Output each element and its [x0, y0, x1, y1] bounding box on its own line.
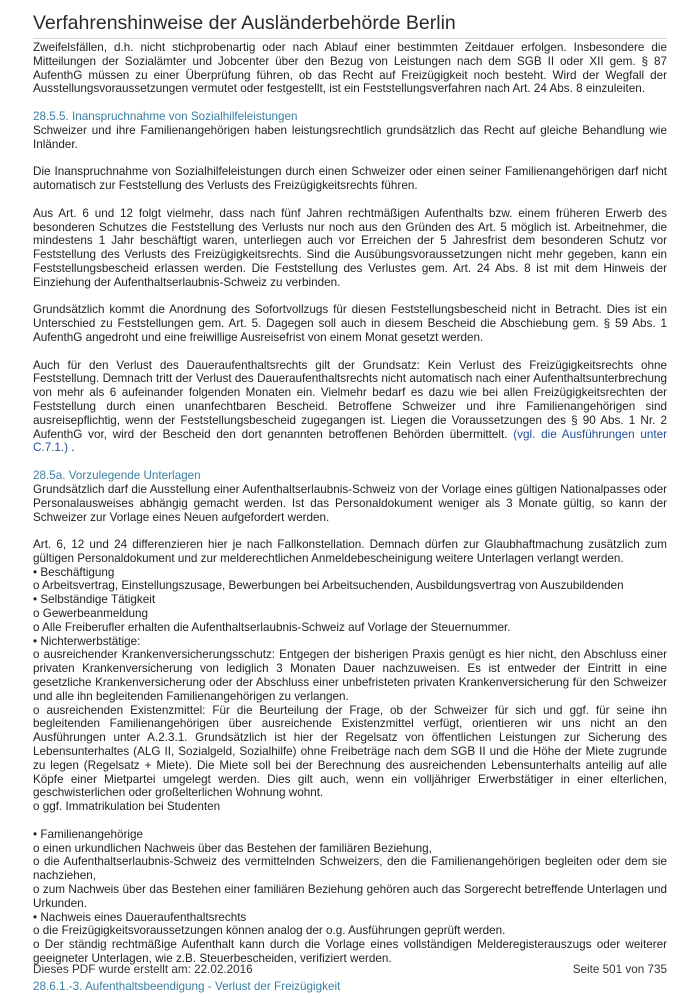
paragraph: Grundsätzlich kommt die Anordnung des Sofortvollzugs für diesen Feststellungsbescheid nicht in Betracht. Dies ist ein Unterschied zu Feststellungen gem. Art. 5. Dagegen soll auch in diesem Bescheid die Abschiebung gem. § 59 Abs. 1 AufenthG angedroht und eine freiwillige Ausreisefrist von einem Monat gesetzt werden. — [33, 303, 667, 344]
paragraph: Grundsätzlich darf die Ausstellung einer Aufenthaltserlaubnis-Schweiz von der Vorlage eines gültigen Nationalpasses oder Personalausweises abhängig gemacht werden. Ist das Personaldokument weniger als 3 Monate gültig, so kann der Schweizer zur Vorlage eines Neuen aufgefordert werden. — [33, 482, 667, 524]
paragraph: Aus Art. 6 und 12 folgt vielmehr, dass nach fünf Jahren rechtmäßigen Aufenthalts bzw. einem früheren Erwerb des besonderen Schutzes die Feststellung des Verlusts nur noch aus den Gründen des Art. 5 möglich ist. Arbeitnehmer, die mindestens 1 Jahr beschäftigt waren, unterliegen auch vor Erreichen der 5 Jahresfrist dem besonderen Schutz vor Feststellung des Verlusts des Freizügigkeitsrechts. Sind die Ausübungsvoraussetzungen nicht mehr gegeben, kann ein Feststellungsbescheid erlassen werden. Die Feststellung des Verlustes gem. Art. 24 Abs. 8 ist mit dem Hinweis der Einziehung der Aufenthaltserlaubnis-Schweiz zu verbinden. — [33, 206, 667, 289]
list-item: • Nachweis eines Daueraufenthaltsrechts — [33, 910, 247, 924]
list-item: o ausreichenden Existenzmittel: Für die Beurteilung der Frage, ob der Schweizer für sich und ggf. für seine ihn begleitenden Familienangehörigen über ausreichende Existenzmittel verfügt, orientieren wir uns nicht an den Ausführungen unter A.2.3.1. Grundsätzlich ist hier der Regelsatz von öffentlichen Leistungen zur Sicherung des Lebensunterhaltes (ALG II, Sozialgeld, Sozialhilfe) ohne Freibeträge nach dem SGB II und die Höhe der Miete zugrunde zu legen (Regelsatz + Miete). Die Miete soll bei der Berechnung des ausreichenden Lebensunterhalts anteilig auf alle Köpfe einer Mietpartei umgelegt werden. Dies gilt auch, wenn ein volljähriger Erwerbstätiger in einer elterlichen, geschwisterlichen oder großelterlichen Wohnung wohnt. — [33, 703, 667, 800]
cross-reference-link[interactable]: (vgl. die Ausführungen unter C.7.1.) — [33, 427, 667, 455]
list-item: o ausreichender Krankenversicherungsschutz: Entgegen der bisherigen Praxis genügt es hier nicht, den Abschluss einer privaten Krankenversicherung von lediglich 3 Monaten Dauer nachzuweisen. Es ist entweder der Eintritt in eine gesetzliche Krankenversicherung oder der Abschluss einer unbefristeten privaten Krankenversicherung für den Schweizer und alle ihn begleitenden Familienangehörigen zu verlangen. — [33, 648, 667, 703]
paragraph: Art. 6, 12 und 24 differenzieren hier je nach Fallkonstellation. Demnach dürfen zur Glaubhaftmachung zusätzlich zum gültigen Personaldokument und zur melderechtlichen Anmeldebescheinigung weitere Unterlagen verlangt werden. — [33, 538, 667, 565]
list-item: o Alle Freiberufler erhalten die Aufenthaltserlaubnis-Schweiz auf Vorlage der Steuernummer. — [33, 620, 511, 634]
list-item: • Familienangehörige — [33, 827, 143, 841]
section-heading-28-5a: 28.5a. Vorzulegende Unterlagen — [33, 469, 201, 483]
list-item: • Selbständige Tätigkeit — [33, 593, 156, 607]
paragraph: Schweizer und ihre Familienangehörigen haben leistungsrechtlich grundsätzlich das Recht auf gleiche Behandlung wie Inländer. — [33, 123, 667, 151]
list-item: o ggf. Immatrikulation bei Studenten — [33, 800, 221, 814]
paragraph-text: Auch für den Verlust des Daueraufenthaltsrechts gilt der Grundsatz: Kein Verlust des Freizügigkeitsrechts ohne Feststellung. Demnach tritt der Verlust des Daueraufenthaltsrechts nicht automatisch nach einer Aufenthaltsunterbrechung von mehr als 6 aufeinander folgenden Monaten ein. Vielmehr bedarf es dazu wie bei allen Freizügigkeitsrechten der Feststellung durch einen unanfechtbaren Bescheid. Betroffene Schweizer und ihre Familienangehörigen sind ausreisepflichtig, wenn der Feststellungsbescheid zugegangen ist. Liegen die Voraussetzungen des § 90 Abs. 1 Nr. 2 AufenthG vor, wird der Bescheid den dort genannten betroffenen Behörden übermittelt. — [33, 358, 667, 441]
list-item: o einen urkundlichen Nachweis über das Bestehen der familiären Beziehung, — [33, 841, 432, 855]
page-title: Verfahrenshinweise der Ausländerbehörde Berlin — [33, 12, 456, 34]
document-body — [33, 41, 667, 994]
list-item: o Der ständig rechtmäßige Aufenthalt kann durch die Vorlage eines vollständigen Melderegisterauszugs oder weiterer geeigneter Unterlagen, wie z.B. Steuerbescheiden, verifiziert werden. — [33, 938, 667, 965]
section-heading-28-6-1: 28.6.1.-3. Aufenthaltsbeendigung - Verlust der Freizügigkeit — [33, 979, 341, 993]
paragraph — [33, 359, 667, 456]
section-heading-28-5-5: 28.5.5. Inanspruchnahme von Sozialhilfeleistungen — [33, 110, 298, 124]
document-list — [33, 828, 667, 966]
paragraph: Die Inanspruchnahme von Sozialhilfeleistungen durch einen Schweizer oder einen seiner Familienangehörigen darf nicht automatisch zur Feststellung des Verlusts des Freizügigkeitsrechts führen. — [33, 165, 667, 193]
created-date: Dieses PDF wurde erstellt am: 22.02.2016 — [33, 963, 253, 976]
list-item: o Arbeitsvertrag, Einstellungszusage, Bewerbungen bei Arbeitsuchenden, Ausbildungsvertrag von Auszubildenden — [33, 579, 624, 593]
page-number: Seite 501 von 735 — [572, 963, 667, 976]
paragraph-end: . — [71, 441, 75, 455]
list-item: o Gewerbeanmeldung — [33, 607, 149, 621]
list-item: o die Aufenthaltserlaubnis-Schweiz des vermittelnden Schweizers, den die Familienangehörigen begleiten oder dem sie nachziehen, — [33, 855, 667, 883]
list-item: o zum Nachweis über das Bestehen einer familiären Beziehung gehören auch das Sorgerecht betreffende Unterlagen und Urkunden. — [33, 883, 667, 910]
list-item: o die Freizügigkeitsvoraussetzungen können analog der o.g. Ausführungen geprüft werden. — [33, 924, 506, 938]
list-item: • Beschäftigung — [33, 565, 115, 579]
document-list — [33, 566, 667, 814]
title-divider — [33, 38, 667, 39]
list-item: • Nichterwerbstätige: — [33, 634, 141, 648]
intro-paragraph: Zweifelsfällen, d.h. nicht stichprobenartig oder nach Ablauf einer bestimmten Zeitdauer erfolgen. Insbesondere die Mitteilungen der Sozialämter und Jobcenter über den Bezug von Leistungen nach dem SGB II oder XII gem. § 87 AufenthG müssen zu einer Überprüfung führen, ob das Recht auf Freizügigkeit noch besteht. Wird der Wegfall der Ausstellungsvoraussetzungen vermutet oder festgestellt, ist ein Feststellungsverfahren nach Art. 24 Abs. 8 einzuleiten. — [33, 41, 667, 96]
